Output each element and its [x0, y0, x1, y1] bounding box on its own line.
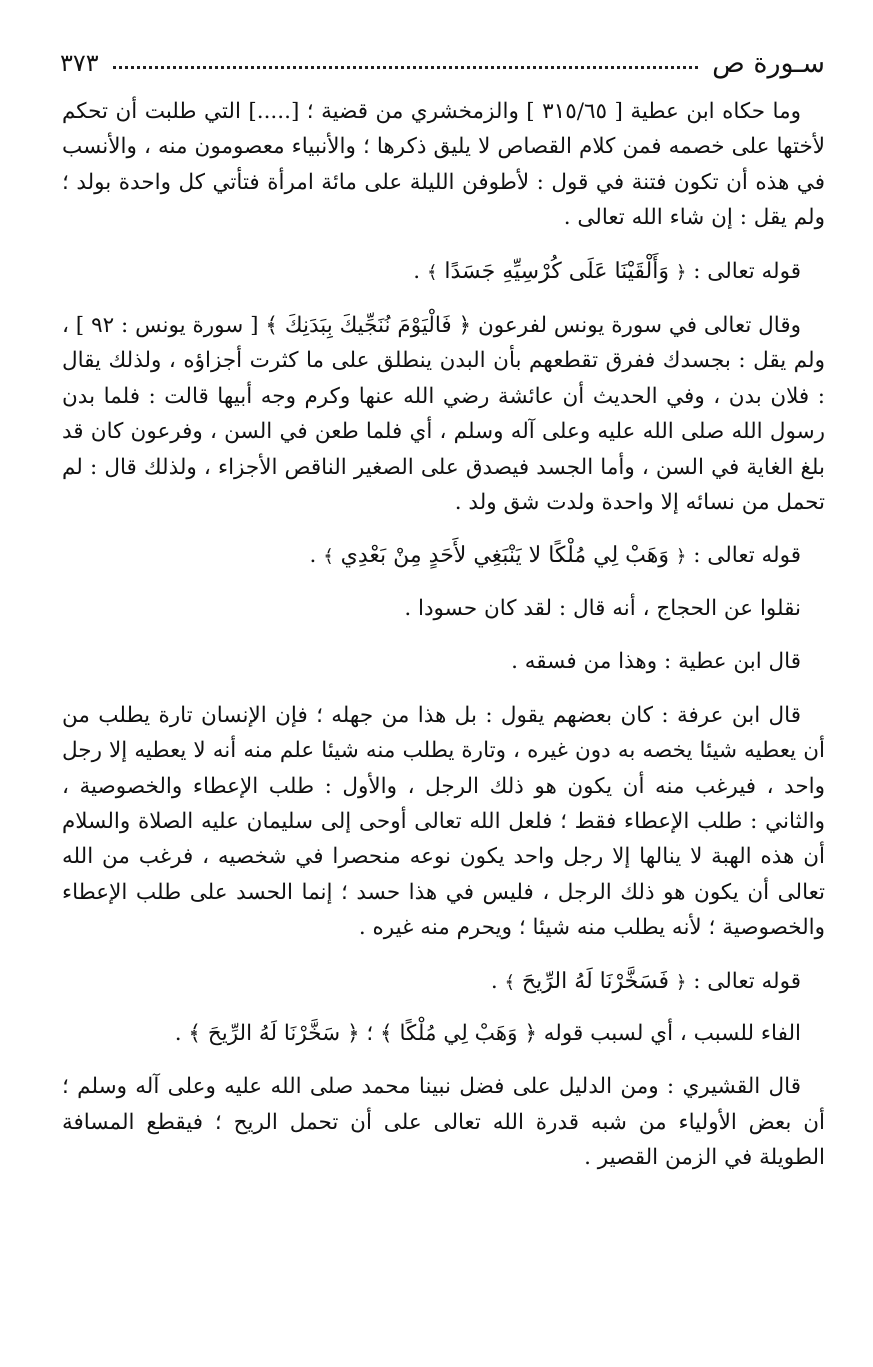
paragraph	[62, 1016, 825, 1051]
verse-heading	[62, 254, 825, 290]
quran-verse: وَهَبْ لِي مُلْكًا لا يَنْبَغِي لأَحَدٍ مِنْ بَعْدِي	[340, 543, 669, 569]
paragraph	[62, 94, 825, 236]
verse-tail: .	[309, 543, 317, 569]
paragraph-text: قال ابن عطية : وهذا من فسقه .	[511, 649, 801, 675]
quran-verse: فَسَخَّرْنَا لَهُ الرِّيحَ	[521, 968, 669, 994]
running-header	[60, 40, 825, 86]
paragraph-text: الفاء للسبب ، أي لسبب قوله ﴿ وَهَبْ لِي مُلْكًا ﴾ ؛ ﴿ سَخَّرْنَا لَهُ الرِّيحَ ﴾ .	[174, 1020, 801, 1046]
body-text	[62, 94, 825, 1176]
ornate-bracket-close: ﴾	[426, 261, 438, 283]
paragraph	[62, 591, 825, 626]
paragraph	[62, 644, 825, 679]
verse-heading	[62, 964, 825, 1000]
paragraph	[62, 308, 825, 520]
verse-lead: قوله تعالى :	[693, 258, 801, 284]
paragraph	[62, 698, 825, 946]
paragraph-text: وما حكاه ابن عطية [ ٣١٥/٦٥ ] والزمخشري من قضية ؛ [.....] التي طلبت أن تحكم لأختها على خصمه فمن كلام القصاص لا يليق ذكرها ؛ والأنبياء معصومون منه ، والأنسب في هذه أن تكون فتنة في قول : لأطوفن الليلة على مائة امرأة فتأتي كل واحدة بولد ؛ ولم يقل : إن شاء الله تعالى .	[62, 99, 825, 231]
paragraph-text: قال القشيري : ومن الدليل على فضل نبينا محمد صلى الله عليه وعلى آله وسلم ؛ أن بعض الأولياء من شبه قدرة الله تعالى على أن تحمل الريح ؛ فيقطع المسافة الطويلة في الزمن القصير .	[62, 1074, 825, 1171]
ornate-bracket-open: ﴿	[675, 971, 687, 993]
ornate-bracket-open: ﴿	[675, 546, 687, 568]
quran-verse: وَأَلْقَيْنَا عَلَى كُرْسِيِّهِ جَسَدًا	[444, 258, 669, 284]
dotted-leader	[113, 66, 698, 69]
verse-heading	[62, 538, 825, 574]
page-number: ٣٧٣	[60, 49, 99, 77]
ornate-bracket-close: ﴾	[504, 971, 516, 993]
ornate-bracket-close: ﴾	[323, 546, 334, 568]
paragraph-text: قال ابن عرفة : كان بعضهم يقول : بل هذا من جهله ؛ فإن الإنسان تارة يطلب من أن يعطيه شيئا يخصه به دون غيره ، وتارة يطلب منه شيئا علم منه أنه لا يعطيه إلا رجل واحد ، فيرغب منه أن يكون هو ذلك الرجل ، والأول : طلب الإعطاء والخصوصية ، والثاني : طلب الإعطاء فقط ؛ فلعل الله تعالى أوحى إلى سليمان عليه الصلاة والسلام أن هذه الهبة لا ينالها إلا رجل واحد يكون نوعه منحصرا في شخصيه ، فرغب من الله تعالى أن يكون هو ذلك الرجل ، فليس في هذا حسد ؛ إنما الحسد على طلب الإعطاء والخصوصية ؛ لأنه يطلب منه شيئا ؛ ويحرم منه غيره .	[62, 702, 825, 941]
verse-lead: قوله تعالى :	[693, 543, 801, 569]
verse-lead: قوله تعالى :	[693, 968, 801, 994]
paragraph-text: وقال تعالى في سورة يونس لفرعون ﴿ فَالْيَوْمَ نُنَجِّيكَ بِبَدَنِكَ ﴾ [ سورة يونس : ٩٢ ] ، ولم يقل : بجسدك ففرق تقطعهم بأن البدن ينطلق على ما كثرت أجزاؤه ، ولذلك يقال : فلان بدن ، وفي الحديث أن عائشة رضي الله عنها وكرم وجه أبيها قالت : فلما بدن رسول الله صلى الله عليه وعلى آله وسلم ، أي فلما طعن في السن ، وفرعون كان قد بلغ الغاية في السن ، وأما الجسد فيصدق على الصغير الناقص الأجزاء ، ولذلك قال : لم تحمل من نسائه إلا واحدة ولدت شق ولد .	[62, 313, 825, 516]
paragraph-text: نقلوا عن الحجاج ، أنه قال : لقد كان حسودا .	[404, 595, 801, 621]
paragraph	[62, 1069, 825, 1175]
verse-tail: .	[490, 968, 498, 994]
ornate-bracket-open: ﴿	[675, 261, 687, 283]
surah-title: سـورة ص	[712, 47, 825, 79]
verse-tail: .	[413, 258, 421, 284]
